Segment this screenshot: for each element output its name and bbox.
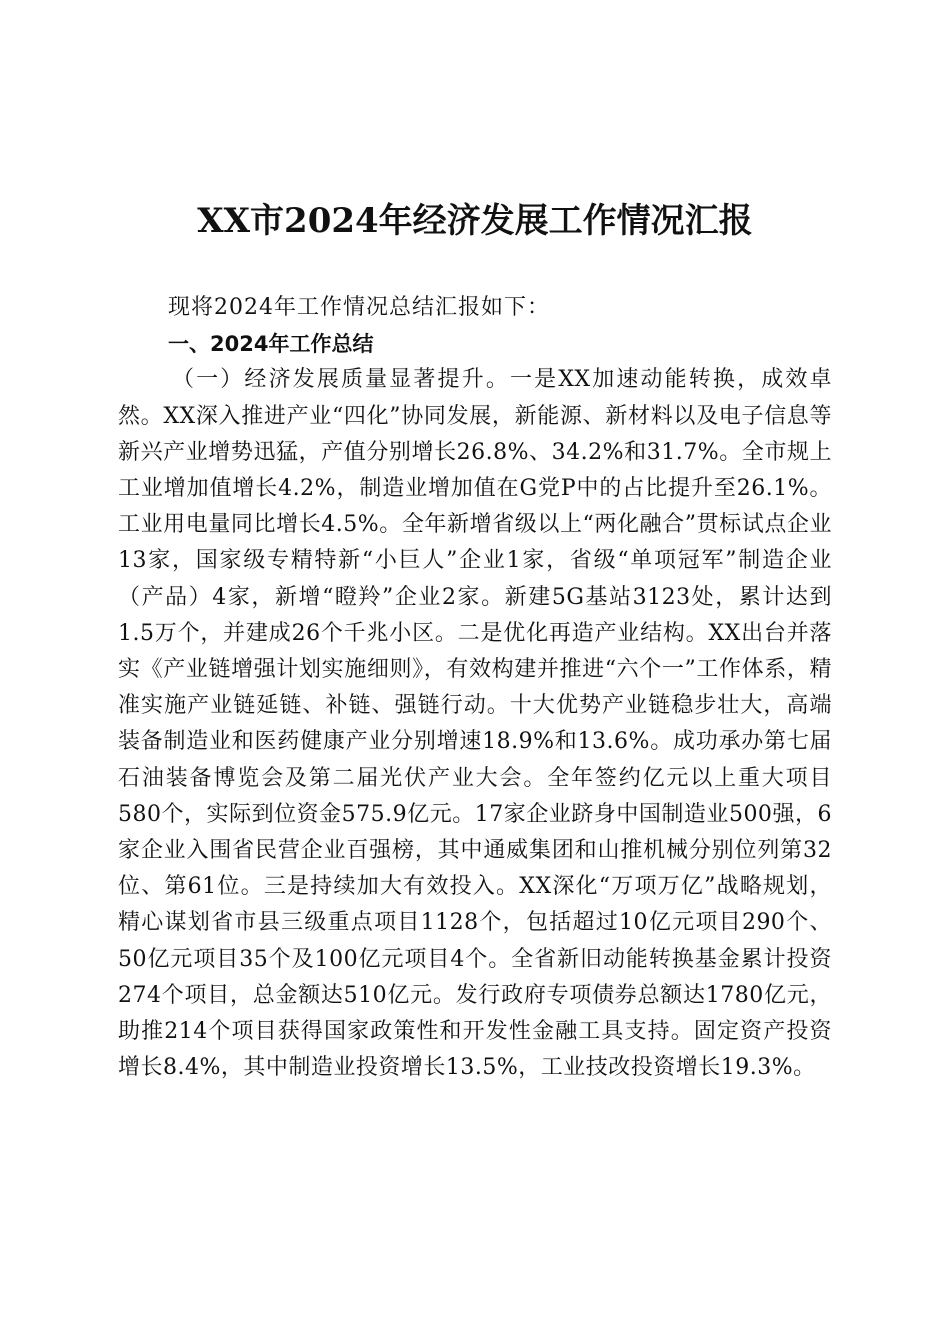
- intro-paragraph: 现将2024年工作情况总结汇报如下：: [168, 295, 550, 320]
- section-heading: 一、2024年工作总结: [168, 332, 374, 357]
- document-body: [118, 290, 832, 1086]
- body-paragraph: （一）经济发展质量显著提升。一是XX加速动能转换，成效卓然。XX深入推进产业“四化”协同发展，新能源、新材料以及电子信息等新兴产业增势迅猛，产值分别增长26.8%、34.2%和31.7%。全市规上工业增加值增长4.2%，制造业增加值在G党P中的占比提升至26.1%。工业用电量同比增长4.5%。全年新增省级以上“两化融合”贯标试点企业13家，国家级专精特新“小巨人”企业1家，省级“单项冠军”制造企业（产品）4家，新增“瞪羚”企业2家。新建5G基站3123处，累计达到1.5万个，并建成26个千兆小区。二是优化再造产业结构。XX出台并落实《产业链增强计划实施细则》，有效构建并推进“六个一”工作体系，精准实施产业链延链、补链、强链行动。十大优势产业链稳步壮大，高端装备制造业和医药健康产业分别增速18.9%和13.6%。成功承办第七届石油装备博览会及第二届光伏产业大会。全年签约亿元以上重大项目580个，实际到位资金575.9亿元。17家企业跻身中国制造业500强，6家企业入围省民营企业百强榜，其中通威集团和山推机械分别位列第32位、第61位。三是持续加大有效投入。XX深化“万项万亿”战略规划，精心谋划省市县三级重点项目1128个，包括超过10亿元项目290个、50亿元项目35个及100亿元项目4个。全省新旧动能转换基金累计投资274个项目，总金额达510亿元。发行政府专项债券总额达1780亿元，助推214个项目获得国家政策性和开发性金融工具支持。固定资产投资增长8.4%，其中制造业投资增长13.5%，工业技改投资增长19.3%。: [118, 367, 832, 1081]
- document-title: XX市2024年经济发展工作情况汇报: [197, 201, 753, 241]
